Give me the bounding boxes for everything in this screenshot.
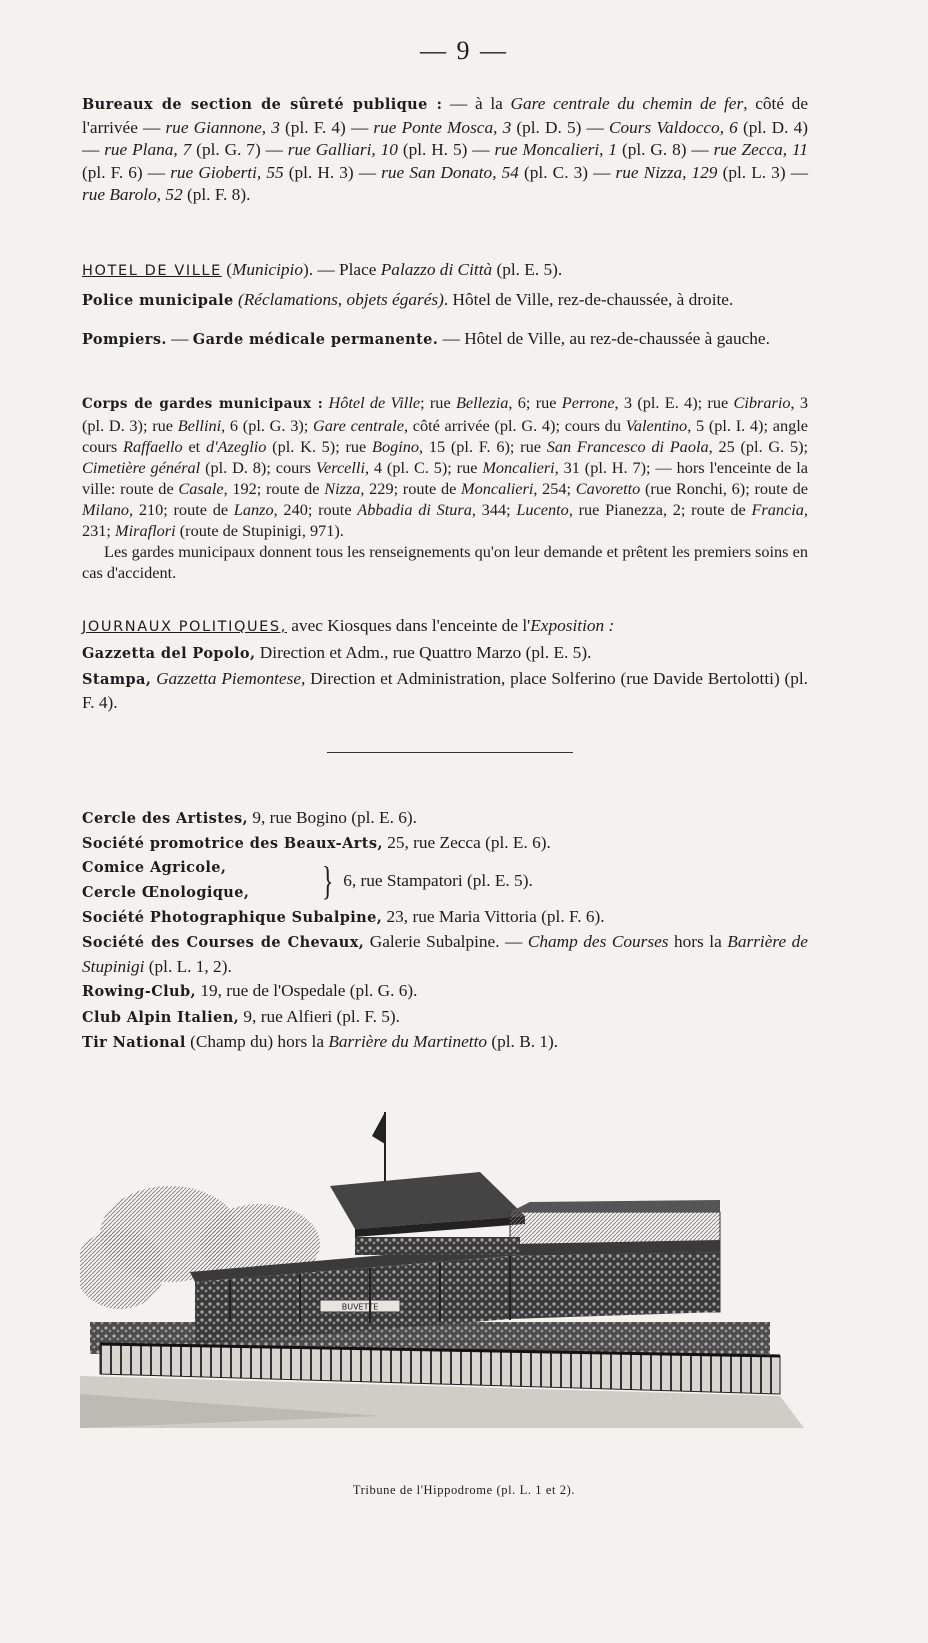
- police-text: . Hôtel de Ville, rez-de-chaussée, à droite.: [443, 289, 734, 309]
- corps-text: ; rue: [420, 393, 456, 412]
- club-text: 6, rue Stampatori (pl. E. 5).: [343, 870, 533, 890]
- artistes-heading: Cercle des Artistes,: [82, 810, 248, 827]
- place: Gare centrale: [313, 416, 404, 435]
- corps-text: , 231;: [82, 500, 808, 540]
- hotel-text: (: [221, 260, 232, 279]
- corps-text: , côté arrivée (pl. G. 4); cours du: [403, 416, 626, 435]
- place: Miraflori: [115, 521, 176, 540]
- corps-text: , 3 (pl. E. 4); rue: [614, 393, 734, 412]
- pompiers-text: —: [166, 329, 193, 349]
- courses-heading: Société des Courses de Chevaux,: [82, 934, 365, 952]
- bureaux-text: , côté de l'arrivée —: [82, 94, 808, 137]
- street: Cours Valdocco, 6: [608, 117, 738, 137]
- plan-ref: (pl. C. 3) —: [518, 162, 616, 182]
- buvette-sign-text: BUVETTE: [341, 1302, 379, 1312]
- gazzetta-text: Direction et Adm., rue Quattro Marzo (pl. E. 5).: [255, 642, 592, 662]
- plan-ref: (pl. F. 6) —: [82, 162, 171, 182]
- journaux-heading: JOURNAUX POLITIQUES,: [82, 619, 287, 635]
- place: Cibrario: [733, 393, 791, 412]
- corps-text: , 6; rue: [508, 393, 562, 412]
- municipio: Municipio: [231, 260, 303, 279]
- plan-ref: (pl. D. 4) —: [82, 117, 808, 160]
- plan-ref: (pl. H. 5) —: [397, 140, 495, 160]
- club-text: 9, rue Alfieri (pl. F. 5).: [239, 1006, 400, 1026]
- place: Bogino: [372, 437, 420, 456]
- club-text: (Champ du) hors la: [185, 1031, 329, 1051]
- pompiers-heading: Pompiers.: [82, 331, 167, 349]
- club-text: hors la: [668, 932, 728, 952]
- section-divider: [327, 752, 573, 753]
- club-text: 25, rue Zecca (pl. E. 6).: [382, 833, 551, 853]
- club-text: 9, rue Bogino (pl. E. 6).: [248, 808, 417, 827]
- brace-group: [82, 856, 808, 904]
- hotel-text: (pl. E. 5).: [492, 260, 563, 279]
- corps-text: (pl. D. 8); cours: [200, 458, 316, 477]
- police-reclamations: (Réclamations, objets égarés): [237, 289, 444, 309]
- barriere-stupinigi: Barrière de Stupinigi: [82, 932, 808, 977]
- hotel-heading: HOTEL DE VILLE: [82, 263, 222, 279]
- corps-text: , 210; route de: [129, 500, 234, 519]
- brace-icon: }: [321, 857, 334, 903]
- place: Milano: [82, 500, 130, 519]
- plan-ref: (pl. G. 8) —: [617, 140, 714, 160]
- street: rue Zecca, 11: [713, 140, 808, 160]
- place: Bellezia: [455, 393, 509, 412]
- figure-caption: Tribune de l'Hippodrome (pl. L. 1 et 2).: [352, 1483, 576, 1497]
- street: rue Gioberti, 55: [170, 162, 284, 182]
- barriere-martinetto: Barrière du Martinetto: [328, 1031, 488, 1051]
- place: Nizza: [324, 479, 361, 498]
- corps-text: , 229; route de: [360, 479, 462, 498]
- corps-text: , 5 (pl. I. 4); angle cours: [82, 416, 808, 456]
- journaux-text: avec Kiosques dans l'enceinte de l': [286, 616, 531, 635]
- corps-text: , 31 (pl. H. 7); — hors l'enceinte de la ville: route de: [82, 458, 809, 498]
- club-text: (pl. B. 1).: [487, 1031, 559, 1051]
- corps-note: Les gardes municipaux donnent tous les renseignements qu'on leur demande et prêtent les premiers soins en cas d'accident.: [82, 542, 808, 582]
- police-heading: Police municipale: [82, 291, 234, 309]
- corps-heading: Corps de gardes municipaux :: [82, 396, 324, 412]
- promotrice-heading: Société promotrice des Beaux-Arts,: [82, 835, 383, 853]
- corps-text: , 3 (pl. D. 3); rue: [82, 393, 809, 435]
- place: Lanzo: [233, 500, 274, 519]
- corps-text: , rue Pianezza, 2; route de: [568, 500, 752, 519]
- corps-text: , 240; route: [273, 500, 358, 519]
- pompiers-text: — Hôtel de Ville, au rez-de-chaussée à gauche.: [438, 329, 770, 349]
- place: Raffaello: [123, 437, 183, 456]
- hippodrome-illustration: [80, 1094, 804, 1428]
- bureaux-heading: Bureaux de section de sûreté publique :: [82, 96, 443, 113]
- champ-courses: Champ des Courses: [527, 932, 669, 952]
- stampa-heading: Stampa,: [82, 671, 152, 689]
- bureaux-text: — à la: [442, 94, 511, 113]
- place: Moncalieri: [482, 458, 555, 477]
- plan-ref: (pl. H. 3) —: [283, 162, 382, 182]
- exposition: Exposition :: [530, 616, 615, 635]
- place: Vercelli: [315, 458, 365, 477]
- corps-text: , 344;: [471, 500, 517, 519]
- place: Lucento: [516, 500, 569, 519]
- corps-text: (route de Stupinigi, 971).: [175, 521, 344, 540]
- place: Casale: [178, 479, 224, 498]
- corps-gardes-section: [82, 392, 808, 583]
- place: d'Azeglio: [205, 437, 267, 456]
- club-text: Galerie Subalpine. —: [364, 932, 528, 952]
- upper-tier-crowd: [355, 1237, 520, 1255]
- place: San Francesco di Paola: [546, 437, 709, 456]
- plan-ref: (pl. D. 5) —: [511, 117, 609, 137]
- place: Cimetière général: [82, 458, 201, 477]
- photo-heading: Société Photographique Subalpine,: [82, 908, 383, 926]
- grandstand-engraving: [80, 1094, 804, 1428]
- tir-heading: Tir National: [82, 1033, 186, 1051]
- place: Perrone: [561, 393, 615, 412]
- corps-text: , 254;: [533, 479, 576, 498]
- oenologique-heading: Cercle Œnologique,: [82, 883, 250, 901]
- corps-text: , 4 (pl. C. 5); rue: [364, 458, 483, 477]
- plan-ref: (pl. G. 7) —: [191, 140, 288, 160]
- bureaux-section: [82, 93, 808, 207]
- club-text: (pl. L. 1, 2).: [144, 957, 232, 977]
- plan-ref: (pl. F. 8).: [182, 185, 251, 205]
- garde-medicale-heading: Garde médicale permanente.: [192, 331, 439, 349]
- street: rue Plana, 7: [104, 140, 192, 160]
- place: Valentino: [625, 416, 688, 435]
- hotel-text: ). — Place: [303, 260, 381, 279]
- clubs-section: [82, 806, 808, 1055]
- club-text: 23, rue Maria Vittoria (pl. F. 6).: [382, 906, 605, 926]
- street: rue Galliari, 10: [287, 140, 398, 160]
- page-number: — 9 —: [420, 36, 508, 65]
- place: Abbadia di Stura: [357, 500, 472, 519]
- plan-ref: (pl. F. 4) —: [279, 117, 374, 137]
- street: rue Nizza, 129: [615, 162, 718, 182]
- comice-heading: Comice Agricole,: [82, 859, 227, 877]
- corps-text: , 15 (pl. F. 6); rue: [419, 437, 547, 456]
- rowing-heading: Rowing-Club,: [82, 983, 196, 1001]
- place: Bellini: [177, 416, 222, 435]
- alpin-heading: Club Alpin Italien,: [82, 1008, 240, 1026]
- plan-ref: (pl. L. 3) —: [717, 162, 808, 182]
- stampa-text: , Direction et Administration, place Solferino (rue Davide Bertolotti) (pl. F. 4).: [82, 669, 808, 712]
- street: rue Giannone, 3: [165, 117, 280, 137]
- club-text: 19, rue de l'Ospedale (pl. G. 6).: [196, 981, 418, 1001]
- gare-centrale: Gare centrale du chemin de fer: [510, 94, 744, 113]
- street: rue Ponte Mosca, 3: [373, 117, 512, 137]
- place: Moncalieri: [461, 479, 534, 498]
- corps-text: (pl. K. 5); rue: [266, 437, 372, 456]
- palazzo: Palazzo di Città: [380, 260, 493, 279]
- corps-text: et: [182, 437, 206, 456]
- street: rue Barolo, 52: [82, 185, 183, 205]
- corps-text: , 6 (pl. G. 3);: [221, 416, 314, 435]
- place: Cavoretto: [575, 479, 641, 498]
- street: rue San Donato, 54: [381, 162, 519, 182]
- gazzetta-piemontese: Gazzetta Piemontese: [156, 669, 301, 689]
- street: rue Moncalieri, 1: [494, 140, 618, 160]
- corps-text: , 25 (pl. G. 5);: [708, 437, 809, 456]
- journaux-section: [82, 615, 808, 714]
- gazzetta-heading: Gazzetta del Popolo,: [82, 644, 256, 662]
- place: Hôtel de Ville: [328, 393, 421, 412]
- hotel-section: [82, 259, 808, 368]
- place: Francia: [751, 500, 804, 519]
- corps-text: (rue Ronchi, 6); route de: [640, 479, 808, 498]
- corps-text: , 192; route de: [223, 479, 325, 498]
